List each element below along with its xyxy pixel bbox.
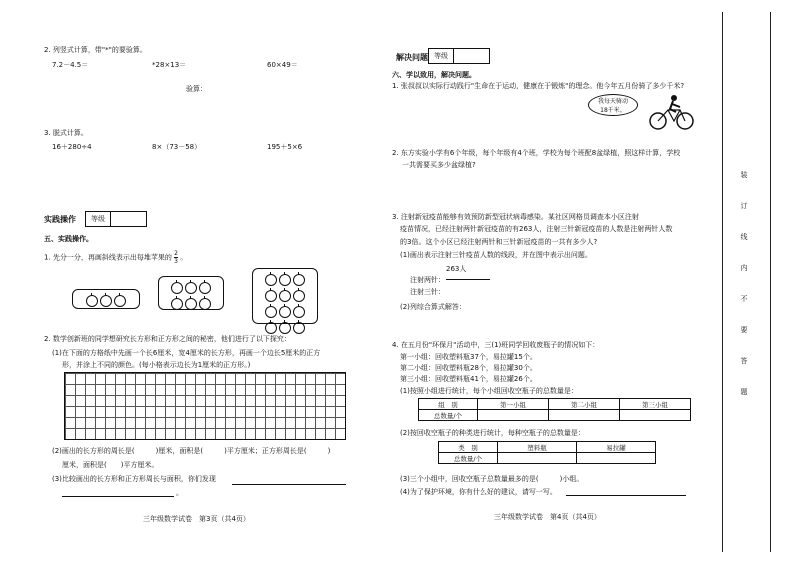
r-q2b: 一共需要买多少盆绿植? <box>402 161 476 169</box>
r-q4s2: (2)按回收空瓶子的种类进行统计，每种空瓶子的总数量是： <box>400 429 585 437</box>
apple-icon <box>265 290 277 302</box>
r-q3c: 的3倍。这个小区已经注射两针和三针新冠疫苗的一共有多少人? <box>400 238 598 246</box>
p2-s3b: 。 <box>176 489 183 497</box>
r-q3s1: (1)画出表示注射三针疫苗人数的线段，并在图中表示出问题。 <box>400 251 592 259</box>
q2-item-1: 7.2－4.5＝ <box>52 61 89 69</box>
apple-group-12 <box>252 268 318 324</box>
apple-icon <box>265 322 277 334</box>
p1-text-main: 1. 先分一分，再画斜线表示出每堆苹果的 <box>44 253 172 262</box>
p2-s2b: 厘米，面积是( )平方厘米。 <box>62 461 159 469</box>
binding-line-2 <box>770 12 771 552</box>
group-table <box>418 398 691 421</box>
p1-text <box>44 250 187 265</box>
apple-icon <box>293 290 305 302</box>
right-footer: 三年级数学试卷 第4页（共4页） <box>494 513 601 521</box>
type-cell[interactable] <box>498 453 577 464</box>
apple-icon <box>293 322 305 334</box>
section6-title: 六、学以致用，解决问题。 <box>392 71 476 79</box>
apple-icon <box>171 282 183 294</box>
binding-text <box>737 160 751 408</box>
left-footer: 三年级数学试卷 第3页（共4页） <box>143 515 250 523</box>
r-q4a: 4. 在五月份"环保月"活动中，三(1)班同学回收废瓶子的情况如下： <box>392 341 600 349</box>
group-row-label: 总数量/个 <box>419 410 478 421</box>
binding-char: 线 <box>740 233 748 241</box>
group-header-1: 第一小组 <box>478 399 549 410</box>
apple-icon <box>185 298 197 310</box>
apple-icon <box>293 306 305 318</box>
p2-s3a: (3)比较画出的长方形和正方形周长与面积，你们发现 <box>52 475 216 483</box>
r-q4s3: (3)三个小组中，回收空瓶子总数量最多的是( )小组。 <box>400 475 584 483</box>
apple-icon <box>279 274 291 286</box>
q2-check: 验算： <box>186 85 207 93</box>
q3-item-1: 16＋280÷4 <box>52 143 92 151</box>
segment-two <box>446 279 490 280</box>
section5-title: 五、实践操作。 <box>44 235 93 243</box>
apple-icon <box>171 298 183 310</box>
p1-frac-den: 3 <box>174 258 178 265</box>
binding-char: 装 <box>740 171 748 179</box>
group-header-3: 第三小组 <box>620 399 691 410</box>
binding-char: 不 <box>740 295 748 303</box>
apple-icon <box>265 274 277 286</box>
p1-fraction <box>174 250 178 265</box>
cyclist-icon <box>648 94 696 130</box>
apple-icon <box>199 298 211 310</box>
binding-char: 订 <box>740 202 748 210</box>
solve-grade-label: 等级 <box>429 49 454 63</box>
r-q4s4-answer-line[interactable] <box>566 495 686 496</box>
practice-grade-label: 等级 <box>86 212 111 226</box>
type-table <box>438 441 656 464</box>
r-q3-three: 注射三针： <box>410 288 445 296</box>
r-q3-263: 263人 <box>446 265 467 273</box>
bubble-line-1: 我每天骑动 <box>597 98 628 105</box>
binding-line <box>722 12 723 552</box>
apple-icon <box>293 274 305 286</box>
apple-icon <box>114 295 126 307</box>
type-header-1: 塑料瓶 <box>498 442 577 453</box>
practice-grade-box[interactable] <box>85 211 147 227</box>
group-header-2: 第二小组 <box>549 399 620 410</box>
p2-s3-answer-line-2[interactable] <box>62 496 174 497</box>
apple-group-3 <box>72 289 140 309</box>
r-q3b: 疫苗情况，已经注射两针新冠疫苗的有263人，注射三针新冠疫苗的人数是注射两针人数 <box>400 225 673 233</box>
type-cell[interactable] <box>577 453 656 464</box>
apple-group-6 <box>158 276 224 310</box>
speech-bubble <box>588 94 638 116</box>
r-q3-two: 注射两针： <box>410 276 445 284</box>
p1-frac-num: 2 <box>174 250 178 257</box>
r-q2a: 2. 东方实验小学有6个年级，每个年级有4个班，学校为每个班配8盆绿植，照这样计算，学校 <box>392 149 681 157</box>
r-q3a: 3. 注射新冠疫苗能够有效预防新型冠状病毒感染。某社区网格员调查本小区注射 <box>392 213 639 221</box>
group-cell[interactable] <box>478 410 549 421</box>
p1-text-end: 。 <box>180 253 188 262</box>
apple-icon <box>265 306 277 318</box>
type-header-0: 类 别 <box>439 442 498 453</box>
apple-icon <box>185 282 197 294</box>
r-q4g2: 第二小组：回收塑料瓶28个，易拉罐30个。 <box>400 364 537 372</box>
p2-s1b: 形，并涂上不同的颜色。(每小格表示边长为1厘米的正方形。) <box>62 361 251 369</box>
q3-item-2: 8×（73－58） <box>152 143 202 151</box>
group-header-0: 组 别 <box>419 399 478 410</box>
r-q4g1: 第一小组：回收塑料瓶37个，易拉罐15个。 <box>400 353 537 361</box>
group-cell[interactable] <box>620 410 691 421</box>
practice-label: 实践操作 <box>44 215 76 224</box>
q2-title: 2. 列竖式计算，带"*"的要验算。 <box>44 46 147 54</box>
binding-char: 答 <box>740 357 748 365</box>
r-q4g3: 第三小组：回收塑料瓶41个，易拉罐26个。 <box>400 375 537 383</box>
p2-title: 2. 数学创新班的同学想研究长方形和正方形之间的秘密，他们进行了以下探究： <box>44 335 291 343</box>
q3-title: 3. 脱式计算。 <box>44 129 88 137</box>
q2-item-2: *28×13＝ <box>152 61 187 69</box>
q3-item-3: 195＋5×6 <box>267 143 303 151</box>
r-q4s1: (1)按照小组进行统计，每个小组回收空瓶子的总数量是： <box>400 387 578 395</box>
type-row-label: 总数量/个 <box>439 453 498 464</box>
binding-char: 内 <box>740 264 748 272</box>
solve-grade-box[interactable] <box>428 48 490 64</box>
binding-char: 要 <box>740 326 748 334</box>
group-cell[interactable] <box>549 410 620 421</box>
apple-icon <box>199 282 211 294</box>
binding-char: 题 <box>740 388 748 396</box>
r-q4s4: (4)为了保护环境，你有什么好的建议，请写一写。 <box>400 488 557 496</box>
q2-item-3: 60×49＝ <box>267 61 298 69</box>
r-q1: 1. 张叔叔以实际行动践行"生命在于运动，健康在于锻炼"的理念。他今年五月份骑了多少千米? <box>392 82 685 90</box>
p2-s1a: (1)在下面的方格纸中先画一个长6厘米，宽4厘米的长方形，再画一个边长5厘米的正方 <box>52 349 321 357</box>
apple-icon <box>86 295 98 307</box>
p2-s2a: (2)画出的长方形的周长是( )厘米，面积是( )平方厘米；正方形周长是( ) <box>52 447 331 455</box>
bubble-line-2: 18千米。 <box>600 107 626 114</box>
p2-s3-answer-line[interactable] <box>232 484 346 485</box>
apple-icon <box>279 290 291 302</box>
r-q3s2: (2)列综合算式解答： <box>400 303 466 311</box>
type-header-2: 易拉罐 <box>577 442 656 453</box>
apple-icon <box>279 322 291 334</box>
solve-label: 解决问题 <box>396 53 428 62</box>
grid-paper[interactable] <box>64 372 346 440</box>
apple-icon <box>100 295 112 307</box>
apple-icon <box>279 306 291 318</box>
